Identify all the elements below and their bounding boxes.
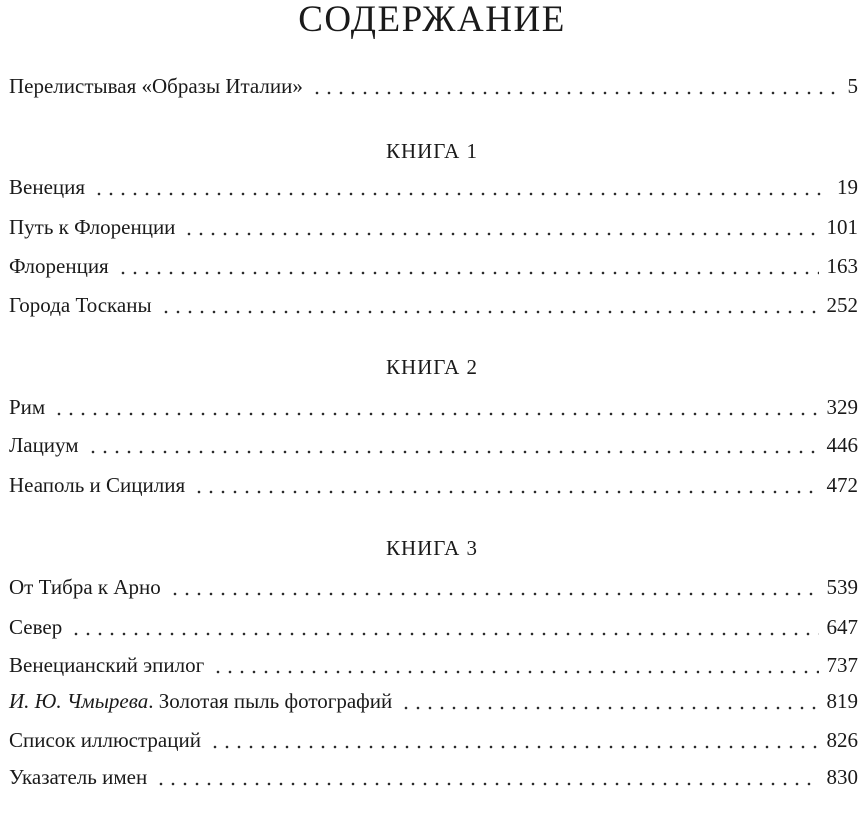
toc-entry[interactable] bbox=[9, 725, 858, 755]
dot-leader bbox=[400, 686, 818, 716]
entry-title: Неаполь и Сицилия bbox=[9, 473, 186, 497]
toc-entry[interactable] bbox=[9, 212, 858, 242]
entry-title: Лациум bbox=[9, 433, 79, 457]
toc-entry-essay[interactable] bbox=[9, 686, 858, 716]
page-title: СОДЕРЖАНИЕ bbox=[298, 0, 566, 40]
toc-entry[interactable] bbox=[9, 251, 858, 281]
dot-leader bbox=[53, 392, 818, 422]
entry-page-number: 446 bbox=[826, 433, 858, 457]
toc-entry[interactable] bbox=[9, 612, 858, 642]
entry-page-number: 329 bbox=[826, 395, 858, 419]
entry-page-number: 5 bbox=[847, 74, 858, 98]
entry-page-number: 737 bbox=[826, 653, 858, 677]
toc-entry[interactable] bbox=[9, 650, 858, 680]
entry-page-number: 101 bbox=[826, 215, 858, 239]
dot-leader bbox=[155, 762, 818, 792]
toc-entry[interactable] bbox=[9, 172, 858, 202]
entry-title: Указатель имен bbox=[9, 765, 148, 789]
entry-title: Список иллюстраций bbox=[9, 728, 201, 752]
toc-entry[interactable] bbox=[9, 290, 858, 320]
toc-entry[interactable] bbox=[9, 572, 858, 602]
book-1-heading: КНИГА 1 bbox=[385, 139, 479, 163]
entry-title: Перелистывая «Образы Италии» bbox=[9, 74, 303, 98]
dot-leader bbox=[117, 251, 819, 281]
entry-title: Рим bbox=[9, 395, 46, 419]
entry-page-number: 163 bbox=[826, 254, 858, 278]
entry-page-number: 539 bbox=[826, 575, 858, 599]
toc-entry[interactable] bbox=[9, 430, 858, 460]
entry-title: Города Тосканы bbox=[9, 293, 152, 317]
entry-author: И. Ю. Чмырева bbox=[9, 689, 149, 713]
entry-title bbox=[9, 686, 400, 716]
dot-leader bbox=[70, 612, 818, 642]
entry-title: Флоренция bbox=[9, 254, 109, 278]
book-3-heading: КНИГА 3 bbox=[385, 536, 479, 560]
dot-leader bbox=[212, 650, 818, 680]
entry-page-number: 819 bbox=[826, 689, 858, 713]
entry-page-number: 826 bbox=[826, 728, 858, 752]
dot-leader bbox=[209, 725, 819, 755]
dot-leader bbox=[160, 290, 819, 320]
dot-leader bbox=[183, 212, 818, 242]
entry-page-number: 252 bbox=[826, 293, 858, 317]
entry-title: Венецианский эпилог bbox=[9, 653, 205, 677]
entry-title: Север bbox=[9, 615, 63, 639]
entry-page-number: 647 bbox=[826, 615, 858, 639]
toc-entry[interactable] bbox=[9, 392, 858, 422]
book-2-heading: КНИГА 2 bbox=[385, 355, 479, 379]
dot-leader bbox=[193, 470, 818, 500]
entry-page-number: 19 bbox=[837, 175, 858, 199]
entry-title: Венеция bbox=[9, 175, 86, 199]
entry-page-number: 472 bbox=[826, 473, 858, 497]
essay-title: . Золотая пыль фотографий bbox=[148, 689, 393, 713]
dot-leader bbox=[93, 172, 829, 202]
dot-leader bbox=[311, 71, 840, 101]
dot-leader bbox=[169, 572, 819, 602]
toc-entry-intro[interactable] bbox=[9, 71, 858, 101]
entry-page-number: 830 bbox=[826, 765, 858, 789]
entry-title: От Тибра к Арно bbox=[9, 575, 161, 599]
toc-entry[interactable] bbox=[9, 762, 858, 792]
toc-entry[interactable] bbox=[9, 470, 858, 500]
entry-title: Путь к Флоренции bbox=[9, 215, 176, 239]
dot-leader bbox=[87, 430, 819, 460]
